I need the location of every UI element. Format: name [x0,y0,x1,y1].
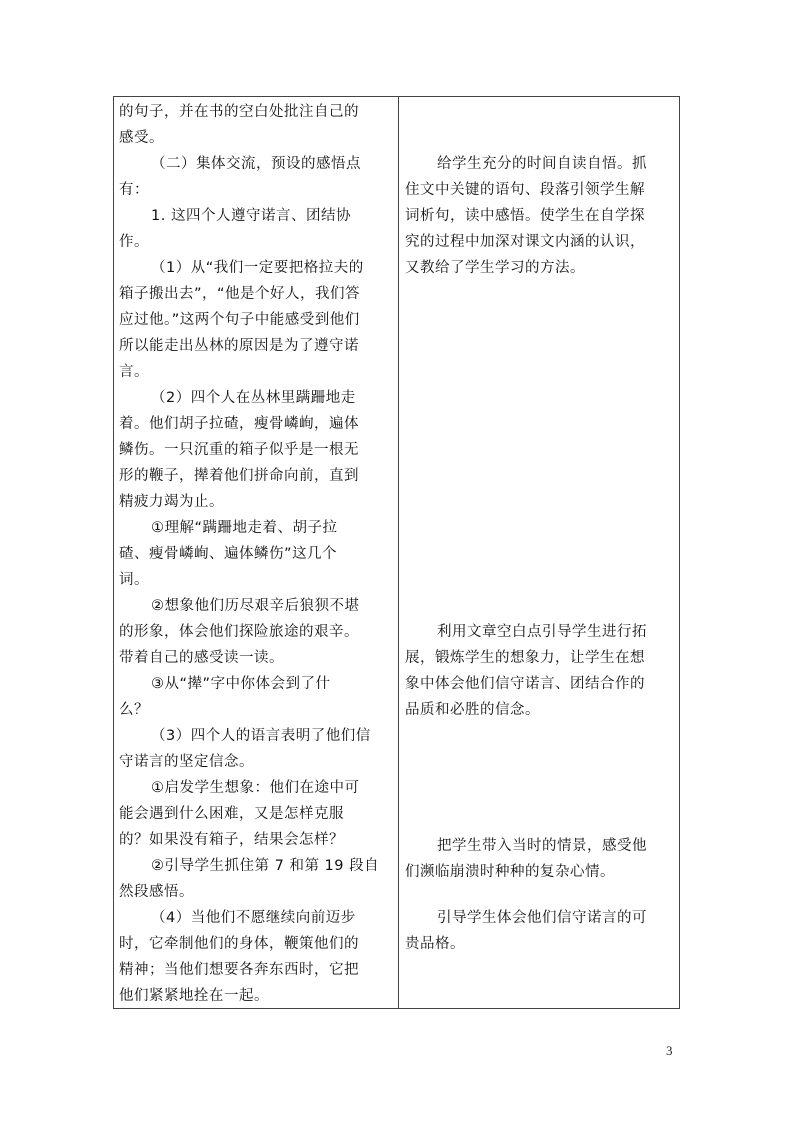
text-line: 么？ [119,702,149,718]
text-line: （2）四个人在丛林里蹒跚地走 [151,390,356,406]
text-line: 时，它牵制他们的身体，鞭策他们的 [119,936,359,952]
text-line: ①启发学生想象：他们在途中可 [151,780,360,796]
text-line: 言。 [119,364,149,380]
text-line: 利用文章空白点引导学生进行拓 [437,624,647,640]
lesson-table [113,96,680,1009]
text-line: 展，锻炼学生的想象力，让学生在想 [405,650,645,666]
text-line: ③从“撵”字中你体会到了什 [151,676,331,692]
text-line: 鳞伤。一只沉重的箱子似乎是一根无 [119,442,359,458]
text-line: ②想象他们历尽艰辛后狼狈不堪 [151,598,360,614]
text-line: 作。 [119,234,149,250]
text-line: 词。 [119,572,149,588]
text-line: 所以能走出丛林的原因是为了遵守诺 [119,338,359,354]
text-line: 应过他。”这两个句子中能感受到他们 [119,312,360,328]
text-line: 给学生充分的时间自读自悟。抓 [437,156,647,172]
text-line: 的形象，体会他们探险旅途的艰辛。 [119,624,359,640]
text-line: 把学生带入当时的情景，感受他 [437,838,647,854]
text-line: ②引导学生抓住第 7 和第 19 段自 [151,858,380,874]
text-line: 贵品格。 [405,936,465,952]
text-line: 然段感悟。 [119,884,194,900]
text-line: ①理解“蹒跚地走着、胡子拉 [151,520,338,536]
text-line: 们濒临崩溃时种种的复杂心情。 [405,864,615,880]
text-line: （二）集体交流，预设的感悟点 [151,156,361,172]
page-number: 3 [666,1043,673,1058]
text-line: 感受。 [119,130,164,146]
text-line: （3）四个人的语言表明了他们信 [151,728,371,744]
text-line: 品质和必胜的信念。 [405,702,540,718]
text-line: 箱子搬出去”，“他是个好人，我们答 [119,286,361,302]
text-line: （1）从“我们一定要把格拉夫的 [151,260,364,276]
text-line: 词析句，读中感悟。使学生在自学探 [405,208,645,224]
text-line: 的？如果没有箱子，结果会怎样？ [119,832,344,848]
text-line: 他们紧紧地拴在一起。 [119,988,269,1004]
text-line: 精神；当他们想要各奔东西时，它把 [119,962,359,978]
text-line: 精疲力竭为止。 [119,494,224,510]
text-line: 着。他们胡子拉碴，瘦骨嶙峋，遍体 [119,416,359,432]
text-line: 能会遇到什么困难，又是怎样克服 [119,806,344,822]
text-line: 碴、瘦骨嶙峋、遍体鳞伤”这几个 [119,546,338,562]
text-line: 1. 这四个人遵守诺言、团结协 [151,208,351,224]
text-line: 象中体会他们信守诺言、团结合作的 [405,676,645,692]
text-line: 守诺言的坚定信念。 [119,754,254,770]
text-line: 有： [119,182,149,198]
text-line: 带着自己的感受读一读。 [119,650,284,666]
text-line: 住文中关键的语句、段落引领学生解 [405,182,645,198]
text-line: 又教给了学生学习的方法。 [405,260,585,276]
text-line: （4）当他们不愿继续向前迈步 [151,910,356,926]
text-line: 形的鞭子，撵着他们拼命向前，直到 [119,468,359,484]
text-line: 引导学生体会他们信守诺言的可 [437,910,647,926]
text-line: 究的过程中加深对课文内涵的认识， [405,234,645,250]
text-line: 的句子，并在书的空白处批注自己的 [119,104,359,120]
column-divider [398,97,399,1008]
